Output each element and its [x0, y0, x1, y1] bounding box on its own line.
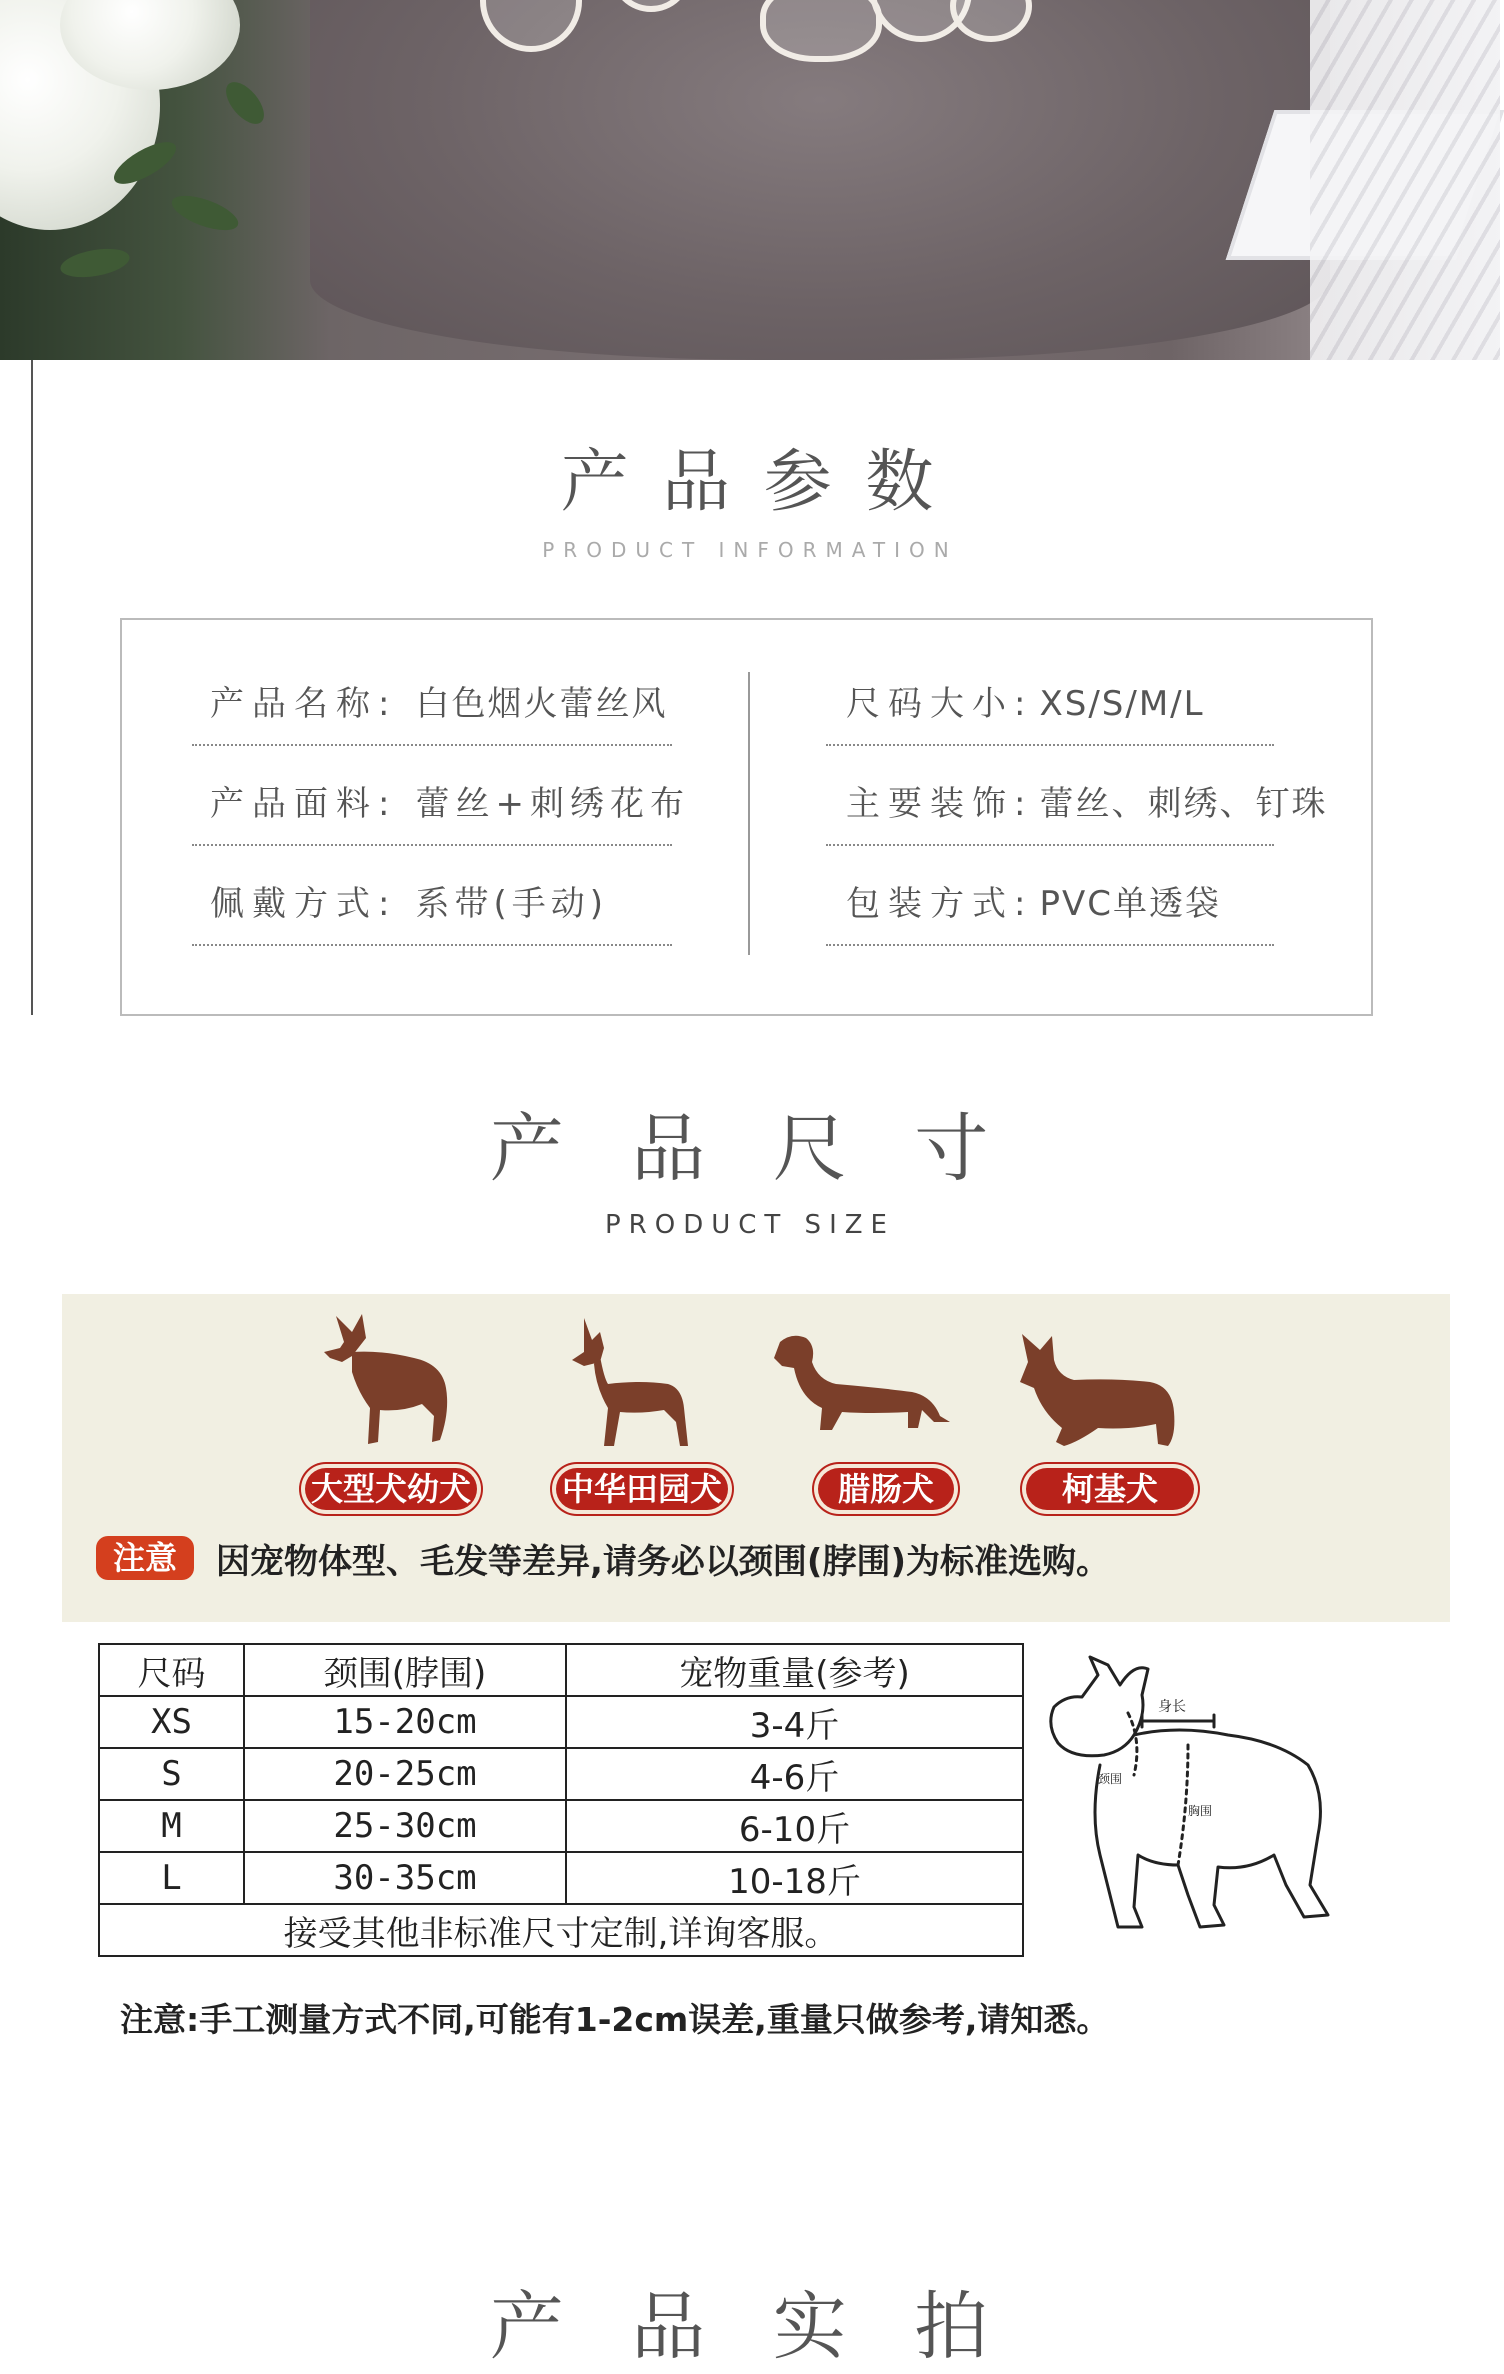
corgi-icon: [1018, 1332, 1178, 1450]
table-header-row: [99, 1644, 1023, 1696]
param-row-wearing: 佩戴方式: 系带(手动): [210, 884, 608, 924]
table-header: 颈围(脖围): [244, 1644, 566, 1696]
param-row-size: 尺码大小: XS/S/M/L: [846, 684, 1205, 724]
table-cell: 3-4斤: [566, 1696, 1023, 1748]
table-cell: 15-20cm: [244, 1696, 566, 1748]
measurement-note: 注意:手工测量方式不同,可能有1-2cm误差,重量只做参考,请知悉。: [120, 2000, 1110, 2039]
param-row-name: 产品名称: 白色烟火蕾丝风: [210, 684, 668, 724]
dog-label-dachshund: 腊肠犬: [818, 1468, 954, 1510]
dog-label-large-puppy: 大型犬幼犬: [305, 1468, 477, 1510]
parameters-subtitle: PRODUCT INFORMATION: [542, 538, 958, 562]
notice-badge: 注意: [96, 1536, 194, 1580]
diagram-label-neck: 颈围: [1098, 1772, 1123, 1786]
size-subtitle: PRODUCT SIZE: [605, 1210, 895, 1240]
param-row-fabric: 产品面料: 蕾丝+刺绣花布: [210, 784, 690, 824]
param-row-decoration: 主要装饰: 蕾丝、刺绣、钉珠: [846, 784, 1328, 824]
table-cell: S: [99, 1748, 244, 1800]
size-title: 产 品 尺 寸: [489, 1106, 1011, 1192]
table-footer-row: [99, 1904, 1023, 1956]
diagram-label-chest: 胸围: [1188, 1804, 1213, 1818]
parameters-title: 产 品 参 数: [560, 443, 940, 522]
shepherd-dog-icon: [322, 1312, 452, 1448]
dog-label-rural: 中华田园犬: [556, 1468, 728, 1510]
diagram-label-length: 身长: [1158, 1699, 1186, 1715]
dog-label-corgi: 柯基犬: [1026, 1468, 1194, 1510]
table-row: [99, 1852, 1023, 1904]
table-cell: 25-30cm: [244, 1800, 566, 1852]
photos-title: 产 品 实 拍: [489, 2284, 1011, 2370]
lace-fabric: [310, 0, 1330, 360]
table-header: 宠物重量(参考): [566, 1644, 1023, 1696]
parameters-divider: [748, 672, 750, 955]
table-cell: 10-18斤: [566, 1852, 1023, 1904]
table-row: [99, 1748, 1023, 1800]
table-row: [99, 1696, 1023, 1748]
chinese-rural-dog-icon: [570, 1318, 690, 1448]
table-cell: 6-10斤: [566, 1800, 1023, 1852]
dog-measurement-diagram: [1038, 1655, 1358, 1955]
table-footer: 接受其他非标准尺寸定制,详询客服。: [99, 1904, 1023, 1956]
table-cell: 20-25cm: [244, 1748, 566, 1800]
table-header: 尺码: [99, 1644, 244, 1696]
table-cell: XS: [99, 1696, 244, 1748]
table-cell: M: [99, 1800, 244, 1852]
table-row: [99, 1800, 1023, 1852]
table-cell: L: [99, 1852, 244, 1904]
table-cell: 30-35cm: [244, 1852, 566, 1904]
table-cell: 4-6斤: [566, 1748, 1023, 1800]
param-row-packaging: 包装方式: PVC单透袋: [846, 884, 1221, 924]
size-table: [98, 1643, 1024, 1957]
hero-product-photo: [0, 0, 1500, 360]
dachshund-icon: [772, 1332, 952, 1436]
notice-text: 因宠物体型、毛发等差异,请务必以颈围(脖围)为标准选购。: [216, 1542, 1110, 1582]
